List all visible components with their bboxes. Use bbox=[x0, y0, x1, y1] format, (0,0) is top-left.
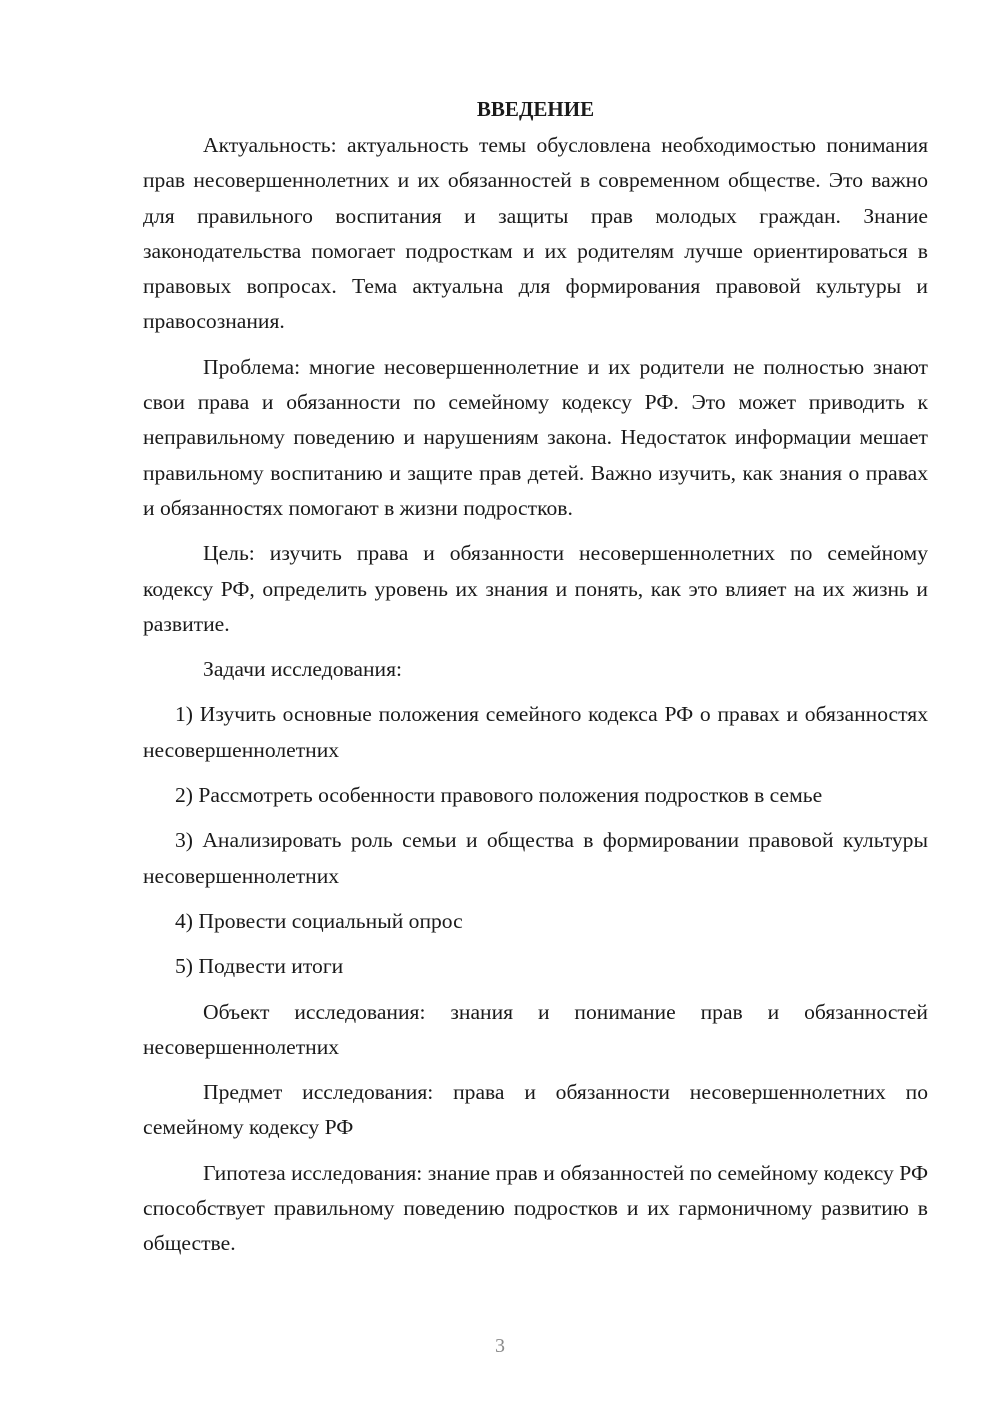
hypothesis-paragraph: Гипотеза исследования: знание прав и обязанностей по семейному кодексу РФ способствует правильному поведению подростков и их гармоничному развитию в обществе. bbox=[143, 1160, 928, 1256]
problem-paragraph: Проблема: многие несовершеннолетние и их родители не полностью знают свои права и обязанности по семейному кодексу РФ. Это может приводить к неправильному поведению и нарушениям закона. Недостаток информации мешает правильному воспитанию и защите прав детей. Важно изучить, как знания о правах и обязанностях помогают в жизни подростков. bbox=[143, 354, 928, 520]
page-number: 3 bbox=[495, 1335, 505, 1357]
goal-paragraph: Цель: изучить права и обязанности несовершеннолетних по семейному кодексу РФ, определить уровень их знания и понять, как это влияет на их жизнь и развитие. bbox=[143, 541, 928, 636]
relevance-paragraph: Актуальность: актуальность темы обусловлена необходимостью понимания прав несовершеннолетних и их обязанностей в современном обществе. Это важно для правильного воспитания и защиты прав молодых граждан. Знание законодательства помогает подросткам и их родителям лучше ориентироваться в правовых вопросах. Тема актуальна для формирования правовой культуры и правосознания. bbox=[143, 133, 928, 334]
task-item-2: 2) Рассмотреть особенности правового положения подростков в семье bbox=[175, 783, 823, 808]
task-item-4: 4) Провести социальный опрос bbox=[175, 908, 463, 933]
object-paragraph: Объект исследования: знания и понимание прав и обязанностей несовершеннолетних bbox=[143, 999, 928, 1059]
task-item-1: 1) Изучить основные положения семейного кодекса РФ о правах и обязанностях несовершеннолетних bbox=[143, 702, 928, 762]
subject-paragraph: Предмет исследования: права и обязанности несовершеннолетних по семейному кодексу РФ bbox=[143, 1080, 928, 1140]
task-item-5: 5) Подвести итоги bbox=[175, 954, 344, 979]
document-page bbox=[143, 92, 928, 1272]
tasks-heading: Задачи исследования: bbox=[203, 657, 403, 682]
page-title: ВВЕДЕНИЕ bbox=[476, 97, 595, 121]
task-item-3: 3) Анализировать роль семьи и общества в формировании правовой культуры несовершеннолетних bbox=[143, 828, 928, 888]
